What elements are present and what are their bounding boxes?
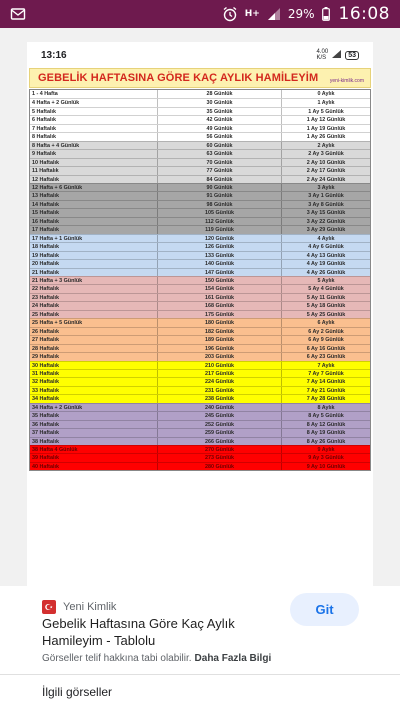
months-cell: 7 Ay 21 Günlük <box>306 387 346 394</box>
months-cell: 4 Ay 13 Günlük <box>306 252 346 259</box>
table-row <box>30 369 370 377</box>
table-row <box>30 200 370 208</box>
table-row <box>30 352 370 360</box>
months-cell: 1 Ay 12 Günlük <box>306 117 346 124</box>
week-cell: 21 Haftalık <box>30 269 158 276</box>
months-cell: 6 Aylık <box>317 320 335 327</box>
days-cell: 70 Günlük <box>158 159 282 166</box>
table-row <box>30 411 370 419</box>
table-row <box>30 437 370 445</box>
months-cell: 1 Ay 5 Günlük <box>308 108 344 115</box>
days-cell: 112 Günlük <box>158 218 282 225</box>
days-cell: 120 Günlük <box>158 235 282 242</box>
months-cell: 6 Ay 23 Günlük <box>306 354 346 361</box>
week-cell: 36 Haftalık <box>30 421 158 428</box>
days-cell: 189 Günlük <box>158 336 282 343</box>
table-row <box>30 386 370 394</box>
table-row <box>30 141 370 149</box>
months-cell: 7 Ay 7 Günlük <box>308 370 344 377</box>
days-cell: 252 Günlük <box>158 421 282 428</box>
week-cell: 30 Haftalık <box>30 362 158 369</box>
week-cell: 15 Haftalık <box>30 209 158 216</box>
week-cell: 34 Haftalık <box>30 395 158 402</box>
days-cell: 140 Günlük <box>158 260 282 267</box>
months-cell: 2 Ay 3 Günlük <box>308 151 344 158</box>
notification-icon <box>10 6 26 26</box>
week-cell: 26 Haftalık <box>30 328 158 335</box>
months-cell: 3 Aylık <box>317 184 335 191</box>
months-cell: 4 Ay 19 Günlük <box>306 261 346 268</box>
week-cell: 14 Haftalık <box>30 201 158 208</box>
screenshot-image <box>27 42 373 590</box>
table-row <box>30 394 370 402</box>
network-type-indicator: H+ <box>244 9 260 19</box>
days-cell: 270 Günlük <box>158 446 282 453</box>
days-cell: 180 Günlük <box>158 319 282 326</box>
table-row <box>30 276 370 284</box>
days-cell: 245 Günlük <box>158 412 282 419</box>
table-row <box>30 158 370 166</box>
week-cell: 17 Haftalık <box>30 226 158 233</box>
visit-button[interactable]: Git <box>290 593 359 626</box>
table-row <box>30 234 370 242</box>
table-row <box>30 462 370 470</box>
table-row <box>30 149 370 157</box>
days-cell: 84 Günlük <box>158 176 282 183</box>
days-cell: 126 Günlük <box>158 243 282 250</box>
week-cell: 8 Haftalık <box>30 133 158 140</box>
months-cell: 2 Ay 17 Günlük <box>306 168 346 175</box>
days-cell: 240 Günlük <box>158 404 282 411</box>
inner-clock: 13:16 <box>41 49 67 61</box>
months-cell: 2 Ay 24 Günlük <box>306 176 346 183</box>
months-cell: 6 Ay 2 Günlük <box>308 328 344 335</box>
source-name: Yeni Kimlik <box>63 601 117 613</box>
days-cell: 266 Günlük <box>158 438 282 445</box>
table-row <box>30 251 370 259</box>
banner-site: yeni-kimlik.com <box>329 78 364 84</box>
week-cell: 10 Haftalık <box>30 159 158 166</box>
week-cell: 9 Haftalık <box>30 150 158 157</box>
table-row <box>30 115 370 123</box>
week-cell: 21 Hafta + 3 Günlük <box>30 277 158 284</box>
week-cell: 12 Haftalık <box>30 176 158 183</box>
result-title-link[interactable]: Gebelik Haftasına Göre Kaç Aylık Hamileyim - Tablolu <box>42 616 235 648</box>
days-cell: 182 Günlük <box>158 328 282 335</box>
week-cell: 8 Hafta + 4 Günlük <box>30 142 158 149</box>
days-cell: 49 Günlük <box>158 125 282 132</box>
months-cell: 1 Ay 19 Günlük <box>306 125 346 132</box>
months-cell: 5 Ay 18 Günlük <box>306 303 346 310</box>
days-cell: 196 Günlük <box>158 345 282 352</box>
result-card <box>0 586 400 711</box>
week-cell: 28 Haftalık <box>30 345 158 352</box>
months-cell: 9 Ay 3 Günlük <box>308 455 344 462</box>
months-cell: 5 Ay 11 Günlük <box>306 294 346 301</box>
week-cell: 31 Haftalık <box>30 370 158 377</box>
table-row <box>30 377 370 385</box>
months-cell: 4 Ay 6 Günlük <box>308 244 344 251</box>
months-cell: 4 Aylık <box>317 235 335 242</box>
week-cell: 4 Hafta + 2 Günlük <box>30 99 158 106</box>
months-cell: 8 Ay 12 Günlük <box>306 421 346 428</box>
table-row <box>30 335 370 343</box>
week-cell: 40 Haftalık <box>30 463 158 470</box>
months-cell: 9 Ay 10 Günlük <box>306 463 346 470</box>
table-row <box>30 98 370 106</box>
months-cell: 6 Ay 16 Günlük <box>306 345 346 352</box>
table-row <box>30 124 370 132</box>
days-cell: 154 Günlük <box>158 285 282 292</box>
table-row <box>30 217 370 225</box>
week-cell: 25 Hafta + 5 Günlük <box>30 319 158 326</box>
week-cell: 16 Haftalık <box>30 218 158 225</box>
week-cell: 11 Haftalık <box>30 167 158 174</box>
days-cell: 150 Günlük <box>158 277 282 284</box>
days-cell: 161 Günlük <box>158 294 282 301</box>
days-cell: 203 Günlük <box>158 353 282 360</box>
table-row <box>30 242 370 250</box>
table-row <box>30 344 370 352</box>
inner-speed: 4.00 K/S <box>316 49 329 61</box>
months-cell: 6 Ay 9 Günlük <box>308 337 344 344</box>
months-cell: 5 Ay 25 Günlük <box>306 311 346 318</box>
months-cell: 1 Aylık <box>317 100 335 107</box>
week-cell: 22 Haftalık <box>30 285 158 292</box>
source-logo-icon <box>42 600 56 614</box>
week-cell: 25 Haftalık <box>30 311 158 318</box>
months-cell: 5 Aylık <box>317 277 335 284</box>
table-row <box>30 191 370 199</box>
table-row <box>30 284 370 292</box>
table-row <box>30 318 370 326</box>
status-bar <box>0 0 400 28</box>
table-row <box>30 90 370 98</box>
months-cell: 8 Ay 5 Günlük <box>308 413 344 420</box>
week-cell: 39 Haftalık <box>30 454 158 461</box>
week-cell: 38 Haftalık <box>30 438 158 445</box>
days-cell: 217 Günlük <box>158 370 282 377</box>
banner-title: GEBELİK HAFTASINA GÖRE KAÇ AYLIK HAMİLEYİM <box>38 72 319 84</box>
days-cell: 280 Günlük <box>158 463 282 470</box>
clock: 16:08 <box>338 4 390 24</box>
table-row <box>30 301 370 309</box>
months-cell: 1 Ay 26 Günlük <box>306 134 346 141</box>
days-cell: 259 Günlük <box>158 429 282 436</box>
week-cell: 32 Haftalık <box>30 378 158 385</box>
days-cell: 147 Günlük <box>158 269 282 276</box>
image-preview[interactable] <box>0 28 400 586</box>
table-row <box>30 175 370 183</box>
days-cell: 238 Günlük <box>158 395 282 402</box>
week-cell: 13 Haftalık <box>30 192 158 199</box>
days-cell: 91 Günlük <box>158 192 282 199</box>
table-row <box>30 310 370 318</box>
week-cell: 12 Hafta + 6 Günlük <box>30 184 158 191</box>
copyright-notice: Görseller telif hakkına tabi olabilir. Daha Fazla Bilgi <box>42 653 272 664</box>
table-row <box>30 225 370 233</box>
months-cell: 0 Aylık <box>317 91 335 97</box>
pregnancy-table <box>29 89 371 471</box>
table-banner <box>29 68 371 88</box>
days-cell: 168 Günlük <box>158 302 282 309</box>
battery-icon <box>322 7 330 21</box>
table-row <box>30 208 370 216</box>
week-cell: 24 Haftalık <box>30 302 158 309</box>
table-row <box>30 361 370 369</box>
months-cell: 3 Ay 1 Günlük <box>308 193 344 200</box>
more-info-link[interactable]: Daha Fazla Bilgi <box>194 653 272 664</box>
table-row <box>30 327 370 335</box>
days-cell: 231 Günlük <box>158 387 282 394</box>
week-cell: 23 Haftalık <box>30 294 158 301</box>
table-row <box>30 453 370 461</box>
days-cell: 28 Günlük <box>158 90 282 98</box>
table-row <box>30 428 370 436</box>
week-cell: 37 Haftalık <box>30 429 158 436</box>
days-cell: 60 Günlük <box>158 142 282 149</box>
alarm-icon <box>222 6 238 22</box>
months-cell: 8 Ay 26 Günlük <box>306 438 346 445</box>
months-cell: 3 Ay 29 Günlük <box>306 227 346 234</box>
months-cell: 5 Ay 4 Günlük <box>308 286 344 293</box>
table-row <box>30 183 370 191</box>
week-cell: 33 Haftalık <box>30 387 158 394</box>
inner-status-bar <box>27 42 373 68</box>
months-cell: 8 Ay 19 Günlük <box>306 430 346 437</box>
table-row <box>30 445 370 453</box>
days-cell: 42 Günlük <box>158 116 282 123</box>
table-row <box>30 268 370 276</box>
months-cell: 3 Ay 22 Günlük <box>306 218 346 225</box>
days-cell: 175 Günlük <box>158 311 282 318</box>
week-cell: 29 Haftalık <box>30 353 158 360</box>
months-cell: 3 Ay 8 Günlük <box>308 201 344 208</box>
days-cell: 273 Günlük <box>158 454 282 461</box>
table-row <box>30 259 370 267</box>
week-cell: 7 Haftalık <box>30 125 158 132</box>
week-cell: 17 Hafta + 1 Günlük <box>30 235 158 242</box>
months-cell: 7 Ay 28 Günlük <box>306 396 346 403</box>
months-cell: 9 Aylık <box>317 447 335 454</box>
days-cell: 119 Günlük <box>158 226 282 233</box>
table-row <box>30 420 370 428</box>
table-row <box>30 107 370 115</box>
months-cell: 4 Ay 26 Günlük <box>306 269 346 276</box>
days-cell: 63 Günlük <box>158 150 282 157</box>
months-cell: 7 Ay 14 Günlük <box>306 379 346 386</box>
days-cell: 224 Günlük <box>158 378 282 385</box>
table-row <box>30 166 370 174</box>
months-cell: 2 Aylık <box>317 142 335 149</box>
battery-percent: 29% <box>287 7 315 21</box>
days-cell: 133 Günlük <box>158 252 282 259</box>
signal-icon <box>267 7 281 21</box>
week-cell: 27 Haftalık <box>30 336 158 343</box>
divider <box>0 674 400 675</box>
days-cell: 98 Günlük <box>158 201 282 208</box>
months-cell: 2 Ay 10 Günlük <box>306 159 346 166</box>
source[interactable] <box>42 600 116 614</box>
week-cell: 35 Haftalık <box>30 412 158 419</box>
inner-signal-icon <box>332 50 341 60</box>
week-cell: 6 Haftalık <box>30 116 158 123</box>
table-row <box>30 132 370 140</box>
week-cell: 20 Haftalık <box>30 260 158 267</box>
days-cell: 210 Günlük <box>158 362 282 369</box>
months-cell: 8 Aylık <box>317 404 335 411</box>
week-cell: 1 - 4 Hafta <box>30 90 158 98</box>
table-row <box>30 293 370 301</box>
months-cell: 3 Ay 15 Günlük <box>306 210 346 217</box>
days-cell: 105 Günlük <box>158 209 282 216</box>
week-cell: 38 Hafta 4 Günlük <box>30 446 158 453</box>
days-cell: 77 Günlük <box>158 167 282 174</box>
days-cell: 30 Günlük <box>158 99 282 106</box>
days-cell: 90 Günlük <box>158 184 282 191</box>
days-cell: 56 Günlük <box>158 133 282 140</box>
week-cell: 5 Haftalık <box>30 108 158 115</box>
week-cell: 19 Haftalık <box>30 252 158 259</box>
week-cell: 18 Haftalık <box>30 243 158 250</box>
months-cell: 7 Aylık <box>317 362 335 369</box>
days-cell: 35 Günlük <box>158 108 282 115</box>
inner-battery: 53 <box>345 51 359 60</box>
related-images-heading: İlgili görseller <box>42 685 113 699</box>
table-row <box>30 403 370 411</box>
week-cell: 34 Hafta + 2 Günlük <box>30 404 158 411</box>
